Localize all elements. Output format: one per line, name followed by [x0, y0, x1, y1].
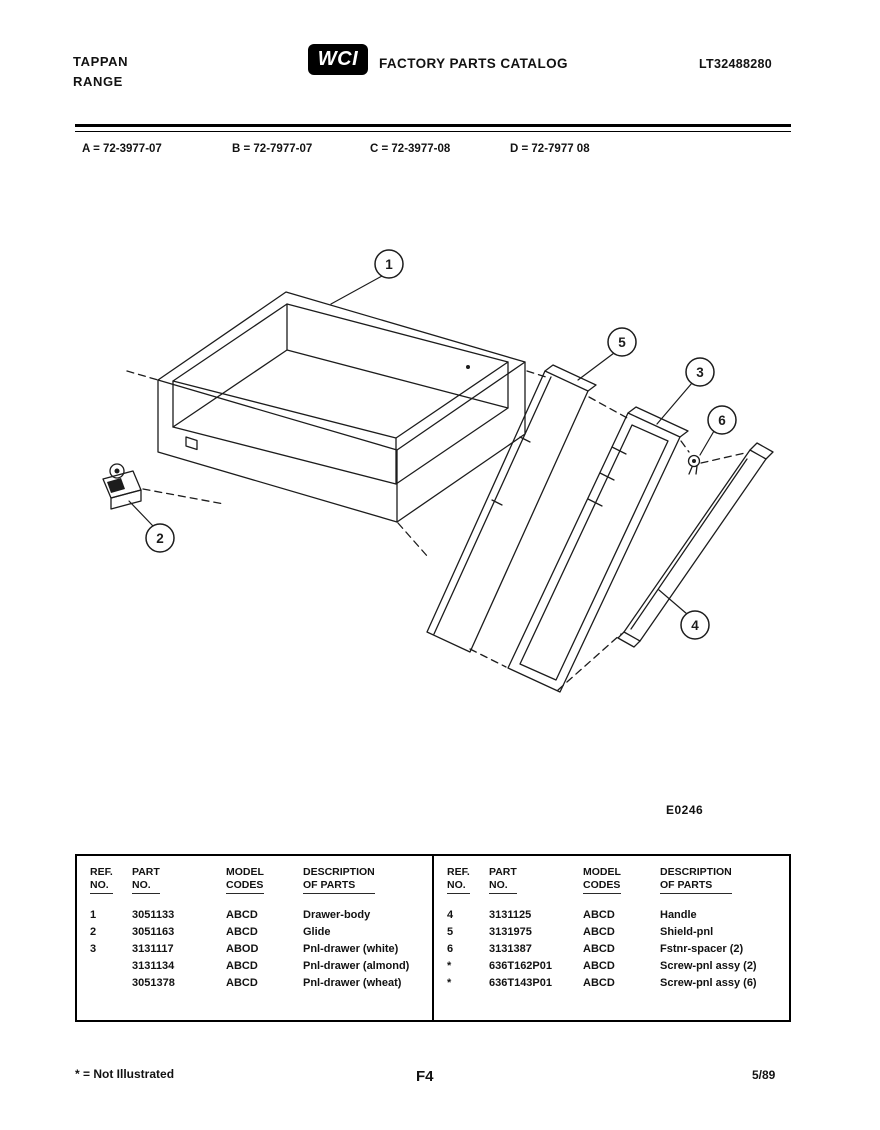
column-header-codes: MODEL CODES	[583, 866, 658, 894]
callout-1-number: 1	[385, 257, 393, 272]
cell-part: 3131134	[132, 960, 175, 972]
cell-desc: Glide	[303, 926, 331, 938]
cell-desc: Screw-pnl assy (2)	[660, 960, 757, 972]
shield-panel	[427, 365, 596, 652]
cell-ref: *	[447, 977, 452, 989]
cell-ref: *	[447, 960, 452, 972]
column-header-ref: REF. NO.	[90, 866, 130, 894]
fastener-spacer	[689, 456, 700, 475]
cell-codes: ABCD	[583, 977, 615, 989]
cell-desc: Shield-pnl	[660, 926, 714, 938]
cell-desc: Pnl-drawer (white)	[303, 943, 399, 955]
page-number: F4	[416, 1068, 434, 1085]
column-header-part: PART NO.	[489, 866, 581, 894]
cell-ref: 4	[447, 909, 454, 921]
drawer-body	[158, 292, 525, 522]
column-header-codes: MODEL CODES	[226, 866, 301, 894]
brand-line1: TAPPAN	[73, 54, 129, 69]
wci-logo-text: WCI	[317, 48, 359, 70]
doc-number: LT32488280	[699, 57, 772, 71]
cell-ref: 6	[447, 943, 454, 955]
cell-desc: Handle	[660, 909, 697, 921]
cell-ref: 3	[90, 943, 97, 955]
callout-balloons	[146, 250, 736, 639]
callout-5-leader	[578, 353, 614, 380]
callout-3-number: 3	[696, 365, 704, 380]
alignment-dashed-lines	[127, 371, 745, 690]
cell-ref: 2	[90, 926, 97, 938]
figure-code: E0246	[666, 803, 704, 817]
parts-table	[75, 854, 791, 1022]
cell-codes: ABCD	[583, 943, 615, 955]
cell-ref	[90, 958, 130, 975]
cell-desc: Screw-pnl assy (6)	[660, 977, 757, 989]
cell-part: 3131117	[132, 943, 174, 955]
model-code-b: B = 72-7977-07	[232, 143, 313, 155]
callout-4-number: 4	[691, 618, 699, 633]
cell-desc: Fstnr-spacer (2)	[660, 943, 744, 955]
cell-codes: ABCD	[226, 926, 258, 938]
callout-3-leader	[657, 383, 692, 424]
cell-desc: Pnl-drawer (wheat)	[303, 977, 402, 989]
cell-part: 636T143P01	[489, 977, 552, 989]
callout-2-leader	[129, 501, 153, 526]
cell-codes: ABCD	[583, 960, 615, 972]
parts-table-right	[432, 856, 789, 1020]
cell-part: 3131975	[489, 926, 532, 938]
cell-codes: ABCD	[226, 909, 258, 921]
column-header-ref: REF. NO.	[447, 866, 487, 894]
cell-part: 3051378	[132, 977, 175, 989]
cell-codes: ABCD	[583, 909, 615, 921]
cell-ref: 1	[90, 909, 97, 921]
callout-6-number: 6	[718, 413, 726, 428]
cell-codes: ABCD	[226, 960, 258, 972]
cell-codes: ABOD	[226, 943, 259, 955]
brand-line2: RANGE	[73, 74, 123, 89]
callout-6-leader	[700, 431, 714, 455]
revision-date: 5/89	[752, 1068, 776, 1082]
cell-part: 3051133	[132, 909, 175, 921]
cell-desc: Pnl-drawer (almond)	[303, 960, 410, 972]
drawer-front-panel	[508, 407, 688, 692]
cell-part: 3051163	[132, 926, 175, 938]
cell-part: 3131125	[489, 909, 532, 921]
cell-desc: Drawer-body	[303, 909, 371, 921]
callout-2-number: 2	[156, 531, 164, 546]
model-code-c: C = 72-3977-08	[370, 143, 451, 155]
cell-codes: ABCD	[583, 926, 615, 938]
column-header-part: PART NO.	[132, 866, 224, 894]
cell-part: 636T162P01	[489, 960, 552, 972]
catalog-title: FACTORY PARTS CATALOG	[379, 56, 568, 71]
model-code-d: D = 72-7977 08	[510, 143, 590, 155]
callout-leaders	[129, 276, 714, 614]
cell-ref: 5	[447, 926, 454, 938]
column-header-desc: DESCRIPTION OF PARTS	[303, 866, 426, 894]
cell-part: 3131387	[489, 943, 532, 955]
model-code-a: A = 72-3977-07	[82, 143, 162, 155]
cell-ref	[90, 975, 130, 992]
parts-table-left	[77, 856, 432, 1020]
column-header-desc: DESCRIPTION OF PARTS	[660, 866, 783, 894]
cell-codes: ABCD	[226, 977, 258, 989]
not-illustrated-note: * = Not Illustrated	[75, 1067, 175, 1081]
callout-5-number: 5	[618, 335, 626, 350]
glide-part	[103, 464, 141, 509]
callout-1-leader	[331, 276, 382, 304]
